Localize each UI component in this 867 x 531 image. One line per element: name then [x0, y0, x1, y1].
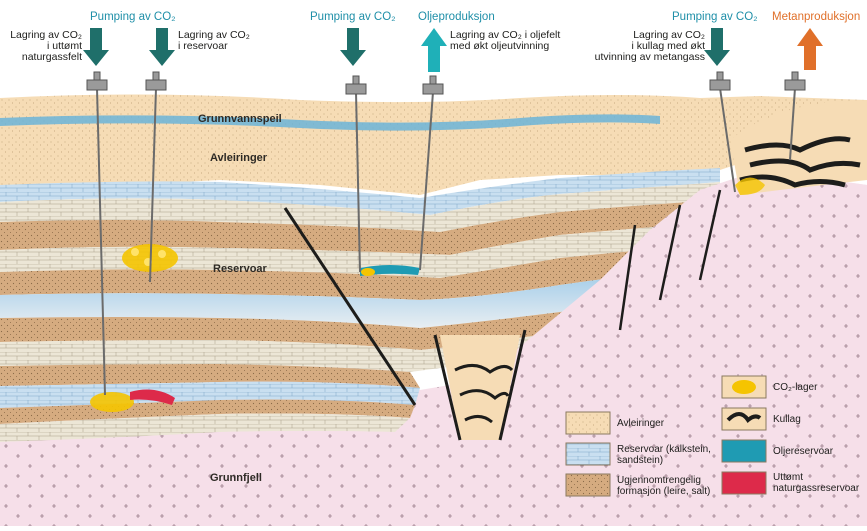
arrow-down-icon-1 [83, 28, 109, 66]
co2-storage-oilfield [361, 268, 375, 276]
pump-label-3: Pumping av CO₂ [672, 11, 758, 23]
layer-label-groundwater: Grunnvannspeil [198, 113, 282, 125]
pump-label-2: Pumping av CO₂ [310, 11, 396, 23]
oil-production-label: Oljeproduksjon [418, 11, 495, 23]
arrow-down-icon-2 [149, 28, 175, 66]
layer-label-sediments: Avleiringer [210, 152, 268, 164]
layer-label-reservoir: Reservoar [213, 263, 267, 275]
arrow-down-icon-3 [340, 28, 366, 66]
wellhead-icons [87, 72, 805, 94]
arrow-down-icon-4 [704, 28, 730, 66]
legend-label-sediment: Avleiringer [617, 418, 665, 429]
methane-production-label: Metanproduksjon [772, 11, 861, 23]
arrow-up-icon-methane [797, 28, 823, 70]
legend-label-co2: CO₂-lager [773, 382, 818, 393]
legend-label-impermeable: Ugjennomtrengelig formasjon (leire, salt) [617, 475, 711, 497]
pump-label-1: Pumping av CO₂ [90, 11, 176, 23]
legend-label-oil: Oljereservoar [773, 446, 834, 457]
annotation-coal: Lagring av CO₂ i kullag med økt utvinning av metangass [594, 29, 705, 63]
annotation-reservoir: Lagring av CO₂ i reservoar [178, 29, 250, 52]
arrow-up-icon-oil [421, 28, 447, 72]
legend-swatch-sediment [566, 412, 610, 434]
legend-swatch-oil [722, 440, 766, 462]
layer-label-bedrock: Grunnfjell [210, 472, 262, 484]
legend-label-coal: Kullag [773, 414, 801, 425]
legend-swatch-impermeable [566, 474, 610, 496]
legend-swatch-gas [722, 472, 766, 494]
legend-label-gas: Uttømt naturgassreservoar [773, 472, 860, 494]
legend-label-reservoir: Reservoar (kalkstein, sandstein) [617, 444, 711, 466]
legend-swatch-reservoir [566, 443, 610, 465]
annotation-depleted: Lagring av CO₂ i uttømt naturgassfelt [10, 29, 82, 63]
co2-storage-depleted [90, 392, 134, 412]
annotation-oilfield: Lagring av CO₂ i oljefelt med økt oljeutvinning [450, 29, 561, 52]
